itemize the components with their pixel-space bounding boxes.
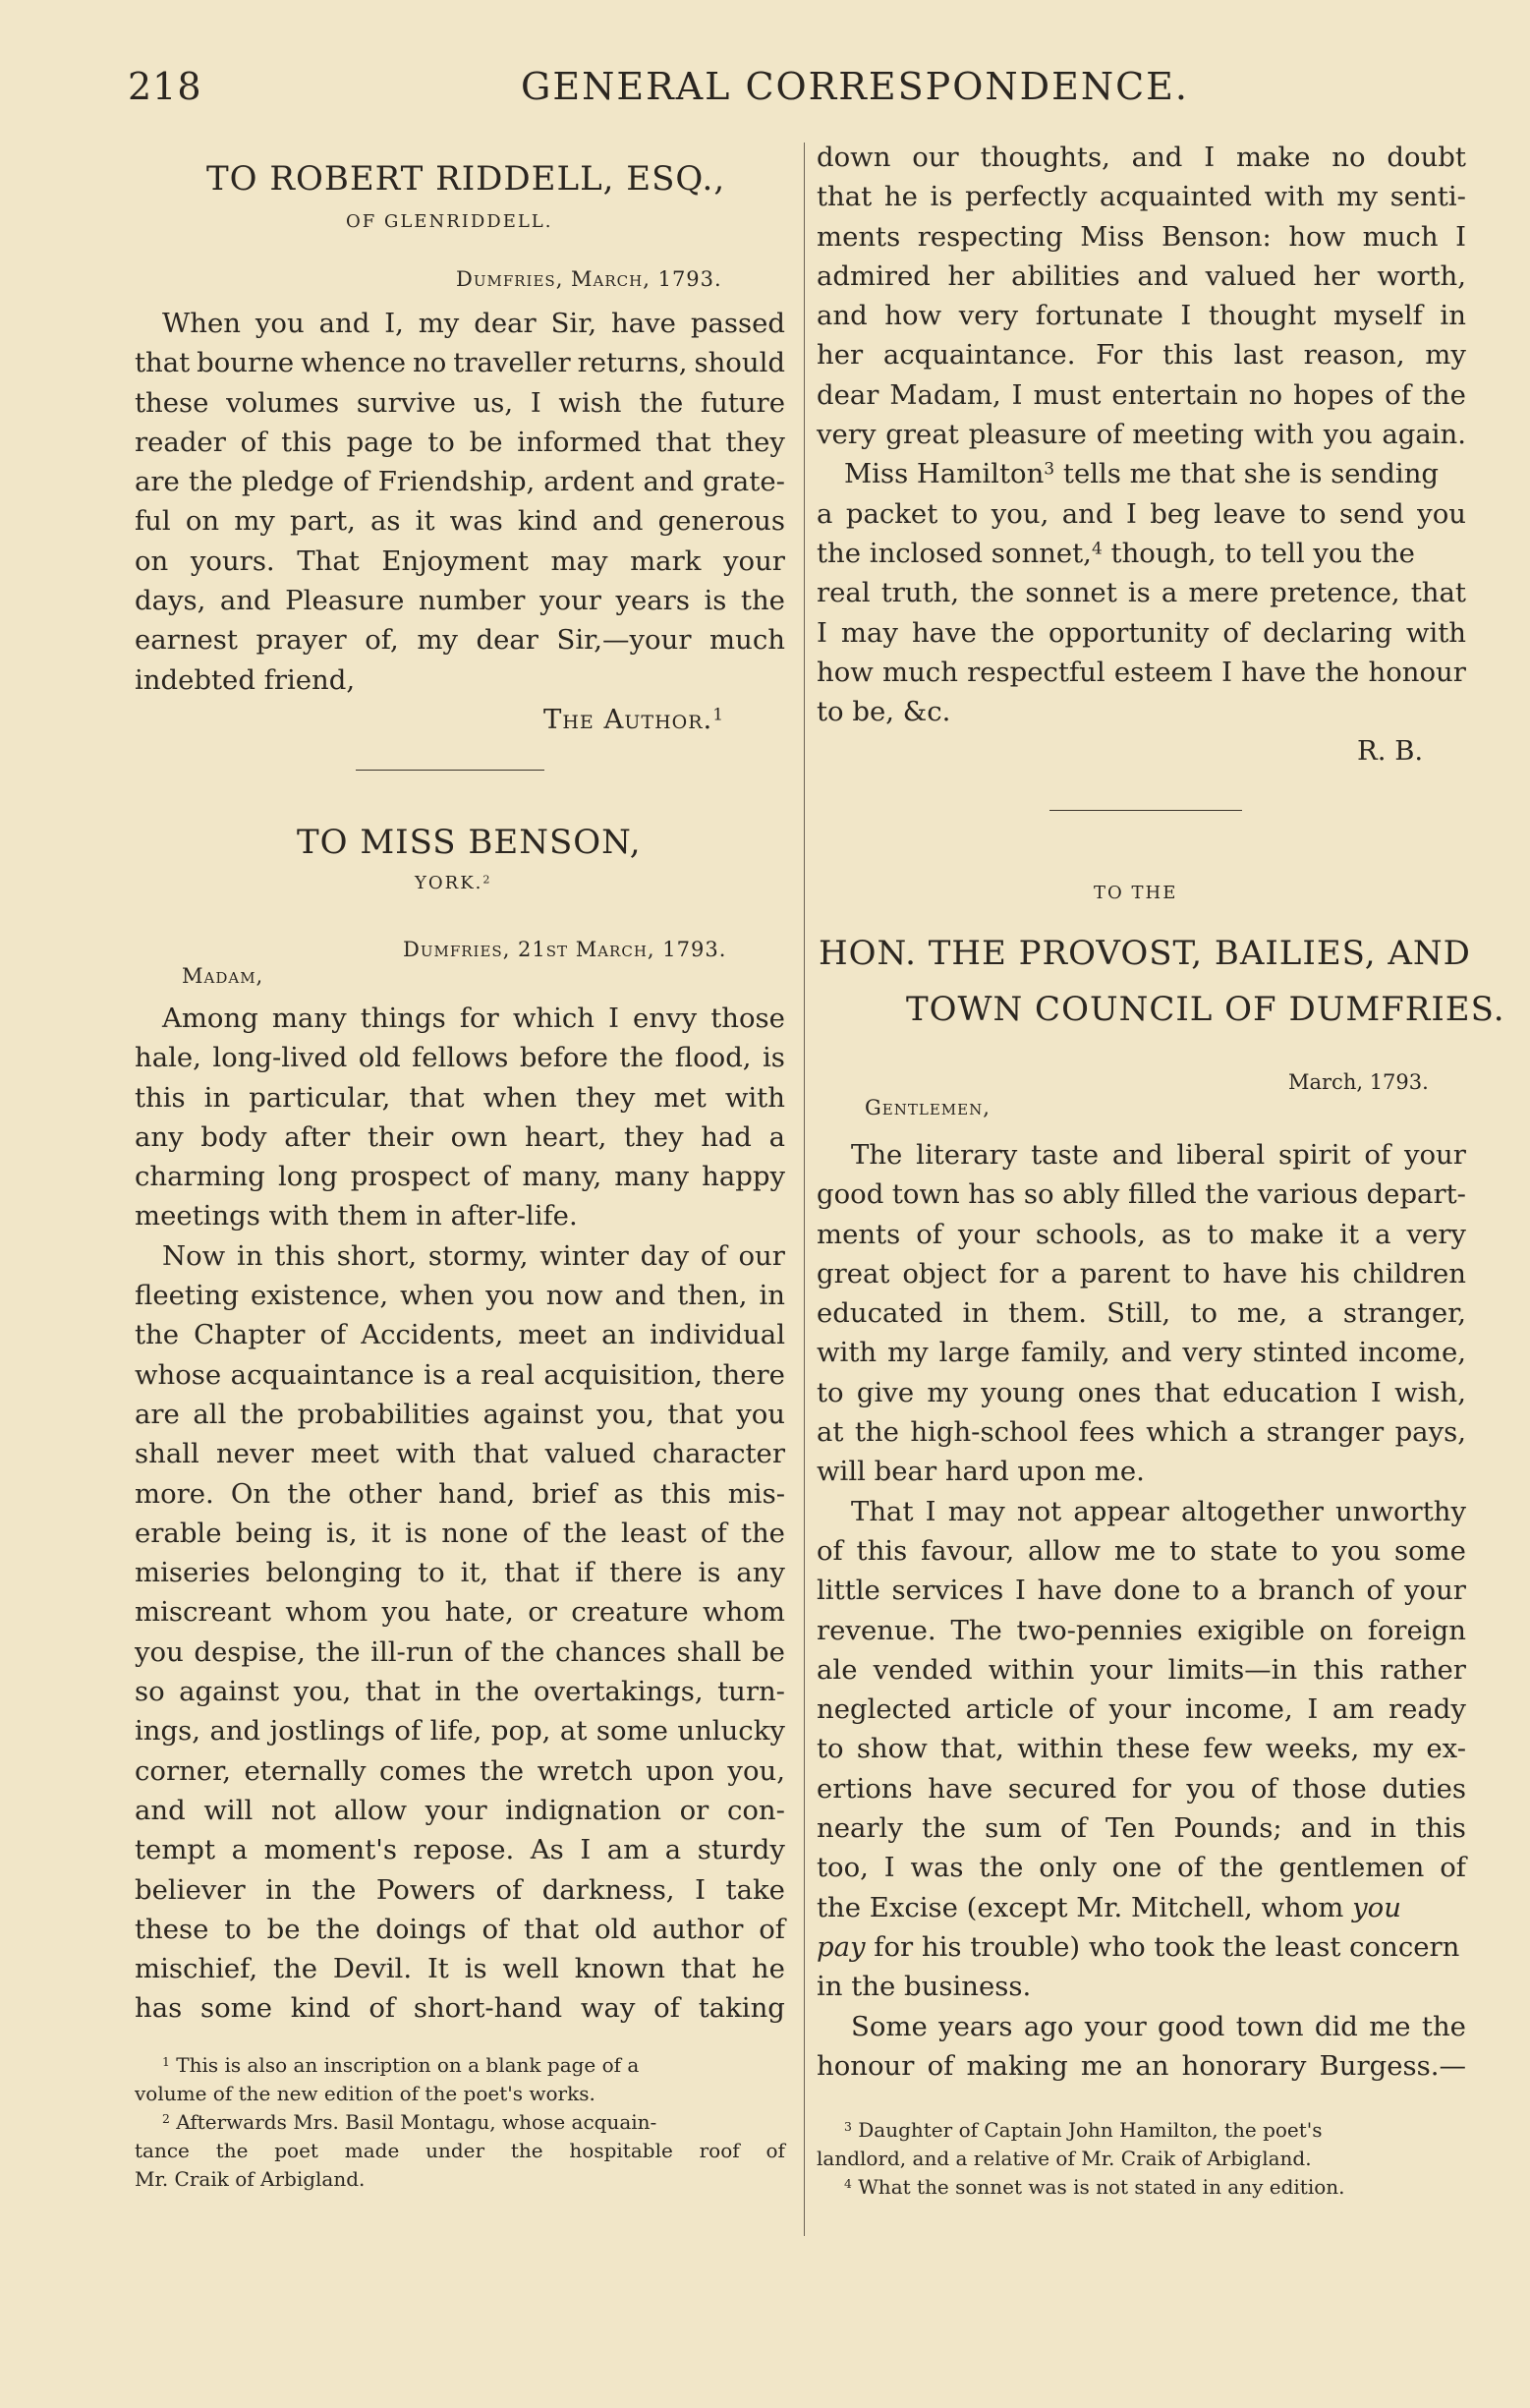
text-line: to show that, within these few weeks, my ex- <box>817 1733 1466 1765</box>
letter2-subtitle: YORK.$^2$ <box>415 873 492 893</box>
text-line: any body after their own heart, they had a <box>135 1120 785 1153</box>
letter1-dateline: Dumfries, March, 1793. <box>456 267 722 291</box>
text-line: indebted friend, <box>135 663 356 696</box>
text-line: revenue. The two-pennies exigible on foreign <box>817 1614 1466 1646</box>
footnote-line: $^3$ Daughter of Captain John Hamilton, the poet's <box>844 2118 1323 2142</box>
footnote-ref: 4 <box>1091 539 1103 559</box>
text-line: Among many things for which I envy those <box>162 1003 785 1034</box>
letter1-subtitle: OF GLENRIDDELL. <box>346 211 553 232</box>
text-line: charming long prospect of many, many happy <box>135 1161 785 1193</box>
text-line: When you and I, my dear Sir, have passed <box>162 308 785 339</box>
text-line: whose acquaintance is a real acquisition, there <box>135 1358 785 1391</box>
text-line: her acquaintance. For this last reason, my <box>817 339 1466 372</box>
text-line: ertions have secured for you of those duties <box>817 1772 1466 1805</box>
text-line: nearly the sum of Ten Pounds; and in this <box>817 1812 1466 1845</box>
text-line: and will not allow your indignation or con- <box>135 1794 785 1826</box>
footnote-ref: 2 <box>482 873 492 887</box>
text-line: Miss Hamilton$^3$ tells me that she is sending <box>844 458 1440 490</box>
text-line: more. On the other hand, brief as this mis- <box>135 1477 785 1510</box>
text-line: earnest prayer of, my dear Sir,—your much <box>135 624 785 657</box>
section-separator <box>1049 810 1242 811</box>
section-separator <box>356 770 544 771</box>
text-line: the Chapter of Accidents, meet an individual <box>135 1319 785 1351</box>
page-number: 218 <box>128 65 202 108</box>
text-line: hale, long-lived old fellows before the flood, is <box>135 1042 785 1074</box>
text-line: that bourne whence no traveller returns, should <box>135 347 785 379</box>
text-line: these to be the doings of that old author of <box>135 1913 785 1945</box>
letter2-title: TO MISS BENSON, <box>297 823 642 862</box>
footnote-line: $^2$ Afterwards Mrs. Basil Montagu, whose acquain- <box>162 2110 657 2134</box>
text-line: days, and Pleasure number your years is the <box>135 585 785 617</box>
text-line: fleeting existence, when you now and then, in <box>135 1280 785 1312</box>
text-line: real truth, the sonnet is a mere pretence, that <box>817 577 1466 609</box>
footnote-line: volume of the new edition of the poet's works. <box>135 2082 595 2105</box>
text-line: are all the probabilities against you, that you <box>135 1398 785 1430</box>
text-line: to be, &c. <box>817 696 951 728</box>
text-line: pay for his trouble) who took the least concern <box>817 1930 1460 1963</box>
footnotes-left <box>135 2051 785 2194</box>
text-line: this in particular, that when they met with <box>135 1081 785 1114</box>
text-line: admired her abilities and valued her worth, <box>817 259 1466 292</box>
text-line: neglected article of your income, I am ready <box>817 1693 1466 1726</box>
text-line: I may have the opportunity of declaring with <box>817 616 1466 649</box>
footnote-number: 2 <box>162 2110 170 2126</box>
footnote-number: 3 <box>844 2118 852 2134</box>
letter3-to-the: TO THE <box>1094 883 1178 903</box>
letter3-title-line2: TOWN COUNCIL OF DUMFRIES. <box>906 990 1505 1029</box>
text-line: very great pleasure of meeting with you again. <box>817 419 1466 451</box>
footnotes-right <box>817 2116 1466 2202</box>
letter1-body <box>135 304 785 739</box>
text-line: honour of making me an honorary Burgess.— <box>817 2049 1466 2082</box>
letter2-body-left <box>135 999 785 2029</box>
letter2-salutation: Madam, <box>182 964 264 988</box>
letter1-title: TO ROBERT RIDDELL, ESQ., <box>206 159 726 199</box>
footnote-ref: 1 <box>712 705 724 725</box>
text-line: miscreant whom you hate, or creature whom <box>135 1596 785 1629</box>
text-line: miseries belonging to it, that if there is any <box>135 1557 785 1589</box>
text-line: down our thoughts, and I make no doubt <box>817 142 1466 173</box>
text-line: corner, eternally comes the wretch upon you, <box>135 1754 785 1787</box>
letter2-dateline: Dumfries, 21st March, 1793. <box>403 938 727 961</box>
running-title: GENERAL CORRESPONDENCE. <box>521 65 1189 108</box>
text-line: a packet to you, and I beg leave to send you <box>817 497 1466 530</box>
letter2-body-right <box>817 138 1466 772</box>
text-line: mischief, the Devil. It is well known that he <box>135 1953 785 1985</box>
text-line: meetings with them in after-life. <box>135 1200 578 1233</box>
text-line: educated in them. Still, to me, a stranger, <box>817 1297 1466 1330</box>
letter3-title-line1: HON. THE PROVOST, BAILIES, AND <box>819 934 1471 973</box>
text-line: great object for a parent to have his children <box>817 1257 1466 1290</box>
text-line: so against you, that in the overtakings, turn- <box>135 1676 785 1708</box>
text-line: dear Madam, I must entertain no hopes of the <box>817 378 1466 411</box>
footnote-ref: 3 <box>1044 459 1055 480</box>
text-line: good town has so ably filled the various depart- <box>817 1178 1466 1211</box>
letter1-signature: The Author.$^1$ <box>543 703 724 735</box>
text-line: ale vended within your limits—in this rather <box>817 1653 1466 1686</box>
text-line: believer in the Powers of darkness, I take <box>135 1873 785 1906</box>
footnote-line: tance the poet made under the hospitable roof of <box>135 2139 785 2162</box>
text-line: at the high-school fees which a stranger pays, <box>817 1416 1466 1449</box>
footnote-number: 4 <box>844 2175 852 2191</box>
text-line: in the business. <box>817 1971 1032 2003</box>
footnote-line: $^1$ This is also an inscription on a blank page of a <box>162 2053 640 2077</box>
text-line: erable being is, it is none of the least of the <box>135 1517 785 1549</box>
text-line: how much respectful esteem I have the honour <box>817 656 1466 688</box>
text-line: the Excise (except Mr. Mitchell, whom you <box>817 1891 1401 1923</box>
text-line: reader of this page to be informed that they <box>135 426 785 458</box>
text-line: on yours. That Enjoyment may mark your <box>135 545 785 577</box>
letter3-dateline: March, 1793. <box>1288 1070 1429 1094</box>
text-line: ments respecting Miss Benson: how much I <box>817 220 1466 253</box>
letter3-body <box>817 1135 1466 2086</box>
text-line: The literary taste and liberal spirit of your <box>851 1139 1466 1171</box>
footnote-number: 1 <box>162 2053 170 2069</box>
text-line: are the pledge of Friendship, ardent and grate- <box>135 466 785 498</box>
footnote-line: Mr. Craik of Arbigland. <box>135 2167 366 2191</box>
text-line: ful on my part, as it was kind and generous <box>135 505 785 538</box>
text-line: ings, and jostlings of life, pop, at some unlucky <box>135 1715 785 1748</box>
text-line: That I may not appear altogether unworthy <box>851 1495 1466 1527</box>
text-line: has some kind of short-hand way of taking <box>135 1992 785 2025</box>
text-line: will bear hard upon me. <box>817 1456 1145 1488</box>
text-line: with my large family, and very stinted income, <box>817 1337 1466 1369</box>
letter3-salutation: Gentlemen, <box>865 1096 991 1119</box>
text-line: Some years ago your good town did me the <box>851 2010 1466 2042</box>
text-line: tempt a moment's repose. As I am a sturdy <box>135 1834 785 1866</box>
text-line: to give my young ones that education I wish, <box>817 1376 1466 1408</box>
text-line: Now in this short, stormy, winter day of our <box>162 1239 785 1272</box>
text-line: and how very fortunate I thought myself in <box>817 300 1466 332</box>
text-line: too, I was the only one of the gentlemen of <box>817 1852 1466 1884</box>
text-line: you despise, the ill-run of the chances shall be <box>135 1635 785 1668</box>
text-line: ments of your schools, as to make it a very <box>817 1218 1466 1250</box>
text-line: little services I have done to a branch of your <box>817 1575 1466 1607</box>
footnote-line: landlord, and a relative of Mr. Craik of Arbigland. <box>817 2147 1312 2170</box>
text-line: the inclosed sonnet,$^4$ though, to tell you the <box>817 537 1415 569</box>
text-line: of this favour, allow me to state to you some <box>817 1534 1466 1567</box>
text-line: that he is perfectly acquainted with my senti- <box>817 181 1466 213</box>
footnote-line: $^4$ What the sonnet was is not stated in any edition. <box>844 2175 1345 2199</box>
text-line: these volumes survive us, I wish the future <box>135 386 785 419</box>
column-divider <box>804 143 805 2236</box>
letter2-signature: R. B. <box>1357 735 1424 768</box>
text-line: shall never meet with that valued character <box>135 1438 785 1470</box>
